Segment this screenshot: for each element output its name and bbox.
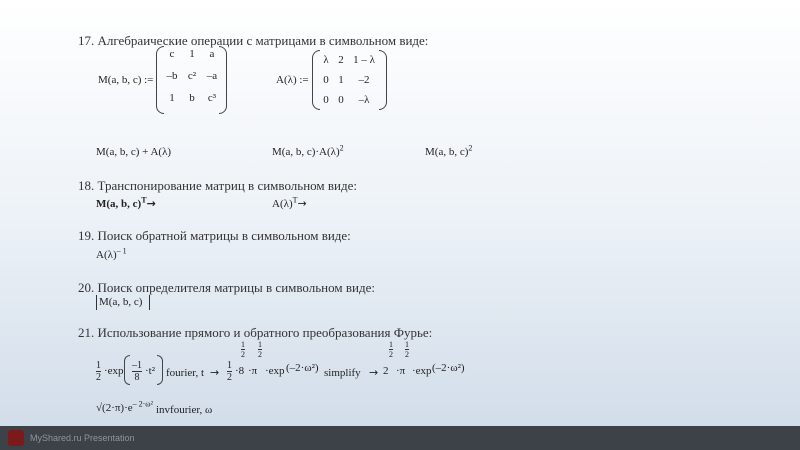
section-20-heading: 20. Поиск определителя матрицы в символьном виде: bbox=[78, 280, 375, 295]
rhs2-pi-exp-den: 2 bbox=[405, 350, 409, 359]
a-transpose-arrow: → bbox=[297, 197, 307, 210]
a-matrix-cell-0-0: λ bbox=[323, 54, 329, 66]
determinant-left-bar bbox=[96, 295, 97, 310]
m-matrix-cell-2-0: 1 bbox=[169, 92, 175, 104]
fourier-keyword: fourier, t bbox=[166, 367, 205, 379]
product-expression bbox=[272, 143, 344, 158]
m-transpose-expression bbox=[96, 197, 156, 210]
square-exponent: 2 bbox=[468, 143, 473, 153]
invfourier-exponent: – 2·ω² bbox=[132, 399, 153, 409]
square-text: M(a, b, c) bbox=[425, 146, 469, 158]
determinant-right-bar bbox=[149, 295, 150, 310]
m-transpose-arrow: → bbox=[146, 197, 156, 210]
section-19-heading: 19. Поиск обратной матрицы в символьном виде: bbox=[78, 228, 351, 243]
product-text: M(a, b, c)·A(λ) bbox=[272, 146, 340, 158]
a-matrix bbox=[318, 54, 380, 106]
m-matrix-cell-1-1: c² bbox=[187, 70, 197, 82]
half-fraction bbox=[96, 360, 101, 383]
exp-function: ·exp bbox=[104, 365, 124, 377]
rhs2-exp-arg-text: –2·ω² bbox=[435, 362, 461, 374]
a-transpose-text: A(λ) bbox=[272, 198, 293, 210]
a-matrix-cell-0-1: 2 bbox=[338, 54, 344, 66]
a-transpose-sup: T bbox=[292, 195, 298, 205]
m-matrix bbox=[163, 48, 221, 104]
rhs1-coef-numerator: 1 bbox=[227, 360, 232, 371]
rhs1-pi: ·π bbox=[248, 365, 258, 377]
m-transpose-sup: T bbox=[141, 195, 147, 205]
rhs1-exp-arg-text: –2·ω² bbox=[289, 362, 315, 374]
a-matrix-cell-2-0: 0 bbox=[323, 94, 329, 106]
section-18-heading: 18. Транспонирование матриц в символьном виде: bbox=[78, 178, 357, 193]
rhs1-eight-exp-num: 1 bbox=[241, 340, 245, 349]
m-matrix-cell-2-2: c³ bbox=[207, 92, 217, 104]
sum-expression: M(a, b, c) + A(λ) bbox=[96, 146, 172, 158]
t-squared: ·t² bbox=[145, 365, 156, 377]
simplify-keyword: simplify bbox=[324, 367, 361, 379]
m-matrix-cell-0-2: a bbox=[209, 48, 215, 60]
neg-eighth-denominator: 8 bbox=[134, 372, 140, 383]
m-definition-label: M(a, b, c) := bbox=[98, 74, 154, 86]
m-matrix-cell-1-0: –b bbox=[166, 70, 178, 82]
rhs1-eight: ·8 bbox=[235, 365, 245, 377]
inverse-text: A(λ) bbox=[96, 249, 117, 261]
half-numerator: 1 bbox=[96, 360, 101, 371]
rhs2-pi-exp-num: 1 bbox=[405, 340, 409, 349]
rhs2-base-exp-num: 1 bbox=[389, 340, 393, 349]
rhs1-exp-argument: (–2·ω²) bbox=[286, 362, 319, 374]
rhs2-exp-argument: (–2·ω²) bbox=[432, 362, 465, 374]
site-logo-icon bbox=[8, 430, 24, 446]
a-matrix-cell-2-2: –λ bbox=[358, 94, 370, 106]
rhs1-coef-fraction bbox=[227, 360, 232, 383]
rhs1-coef-denominator: 2 bbox=[227, 372, 232, 383]
inverse-expression bbox=[96, 246, 127, 261]
m-matrix-cell-0-0: c bbox=[169, 48, 175, 60]
rhs1-eight-exp-den: 2 bbox=[241, 350, 245, 359]
rhs2-pi-exponent bbox=[405, 340, 409, 359]
a-right-paren bbox=[379, 50, 387, 110]
a-transpose-expression bbox=[272, 197, 307, 210]
invfourier-keyword: invfourier, ω bbox=[156, 404, 213, 416]
rhs2-base: 2 bbox=[383, 365, 389, 377]
rhs1-exp: ·exp bbox=[265, 365, 285, 377]
section-21-heading: 21. Использование прямого и обратного преобразования Фурье: bbox=[78, 325, 433, 340]
m-right-paren bbox=[219, 46, 227, 114]
exp-right-paren bbox=[157, 355, 163, 385]
product-exponent: 2 bbox=[339, 143, 344, 153]
m-matrix-cell-2-1: b bbox=[189, 92, 195, 104]
exp-left-paren bbox=[124, 355, 130, 385]
a-matrix-cell-0-2: 1 – λ bbox=[353, 54, 375, 66]
m-matrix-cell-1-2: –a bbox=[206, 70, 218, 82]
rhs2-pi: ·π bbox=[396, 365, 406, 377]
half-denominator: 2 bbox=[96, 372, 101, 383]
footer-text: MyShared.ru Presentation bbox=[30, 433, 135, 443]
invfourier-expression bbox=[96, 399, 153, 414]
rhs2-base-exp-den: 2 bbox=[389, 350, 393, 359]
rhs2-exp: ·exp bbox=[412, 365, 432, 377]
rhs2-base-exponent bbox=[389, 340, 393, 359]
m-matrix-cell-0-1: 1 bbox=[189, 48, 195, 60]
a-matrix-cell-1-1: 1 bbox=[338, 74, 344, 86]
a-matrix-cell-2-1: 0 bbox=[338, 94, 344, 106]
rhs1-pi-exp-den: 2 bbox=[258, 350, 262, 359]
neg-eighth-numerator: –1 bbox=[132, 360, 142, 371]
neg-eighth-fraction bbox=[132, 360, 142, 383]
a-matrix-cell-1-0: 0 bbox=[323, 74, 329, 86]
rhs1-eight-exponent bbox=[241, 340, 245, 359]
a-definition-label: A(λ) := bbox=[276, 74, 309, 86]
inverse-exponent: – 1 bbox=[116, 246, 127, 256]
fourier-arrow: → bbox=[210, 366, 220, 379]
rhs1-pi-exponent bbox=[258, 340, 262, 359]
section-17-heading: 17. Алгебраические операции с матрицами в символьном виде: bbox=[78, 33, 429, 48]
determinant-expression: M(a, b, c) bbox=[99, 296, 143, 308]
rhs1-pi-exp-num: 1 bbox=[258, 340, 262, 349]
m-transpose-text: M(a, b, c) bbox=[96, 198, 142, 210]
square-expression bbox=[425, 143, 473, 158]
simplify-arrow: → bbox=[369, 366, 379, 379]
invfourier-lhs: √(2·π)·e bbox=[96, 402, 133, 414]
a-matrix-cell-1-2: –2 bbox=[358, 74, 370, 86]
